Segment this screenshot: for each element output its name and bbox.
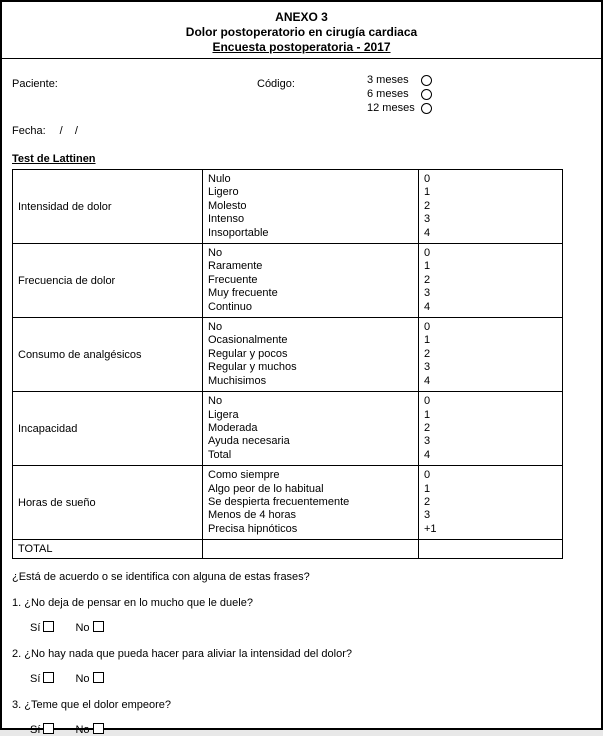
radio-button[interactable]	[421, 89, 432, 100]
option-label: Molesto	[208, 199, 247, 212]
row-category: Consumo de analgésicos	[13, 318, 203, 392]
no-answer	[75, 673, 103, 685]
form-subtitle: Dolor postoperatorio en cirugía cardiaca	[185, 25, 418, 39]
row-category: Intensidad de dolor	[13, 170, 203, 244]
score-value: 1	[424, 482, 431, 495]
table-row	[13, 392, 563, 466]
total-row	[13, 540, 563, 559]
header-divider	[2, 58, 601, 59]
total-label: TOTAL	[13, 540, 203, 559]
lattinen-table	[12, 169, 563, 559]
row-options	[203, 170, 419, 244]
option-label: Total	[208, 448, 232, 461]
meta-section	[2, 73, 601, 119]
question-list	[2, 597, 601, 736]
date-value: / /	[59, 125, 78, 137]
patient-label: Paciente:	[12, 78, 58, 90]
option-label: Ayuda necesaria	[208, 435, 290, 448]
question-block	[2, 699, 601, 736]
option-label: No	[208, 321, 223, 334]
yes-label: Sí	[30, 724, 41, 736]
form-header	[2, 2, 601, 55]
radio-option-label: 6 meses	[367, 88, 409, 100]
form-subtitle2: Encuesta postoperatoria - 2017	[212, 40, 391, 54]
option-label: Ligera	[208, 408, 239, 421]
total-score-cell	[419, 540, 563, 559]
score-value: 2	[424, 495, 431, 508]
score-value: 1	[424, 408, 431, 421]
test-title: Test de Lattinen	[12, 153, 96, 165]
score-value: 1	[424, 334, 431, 347]
row-options	[203, 318, 419, 392]
option-label: Continuo	[208, 300, 253, 313]
yes-checkbox[interactable]	[43, 621, 54, 632]
score-value: 4	[424, 374, 431, 387]
radio-button[interactable]	[421, 75, 432, 86]
option-label: Como siempre	[208, 469, 280, 482]
option-label: Nulo	[208, 173, 231, 185]
option-label: Insoportable	[208, 226, 269, 239]
option-label: Ocasionalmente	[208, 334, 288, 347]
question-answers	[2, 723, 601, 736]
question-block	[2, 648, 601, 685]
option-label: Raramente	[208, 260, 263, 273]
score-value: 0	[424, 247, 431, 260]
score-value: 2	[424, 421, 431, 434]
score-value: 0	[424, 469, 431, 482]
followup-radio-option	[367, 87, 432, 101]
row-scores	[419, 244, 563, 318]
option-label: Muy frecuente	[208, 287, 278, 300]
option-label: Regular y pocos	[208, 347, 288, 360]
date-label: Fecha:	[12, 125, 46, 137]
score-value: 4	[424, 448, 431, 461]
row-category: Incapacidad	[13, 392, 203, 466]
yes-label: Sí	[30, 673, 41, 686]
score-value: 3	[424, 361, 431, 374]
radio-option-label: 12 meses	[367, 102, 415, 114]
row-scores	[419, 170, 563, 244]
yes-answer	[30, 724, 54, 736]
no-label: No	[75, 622, 90, 635]
score-value: 1	[424, 260, 431, 273]
form-title: ANEXO 3	[275, 10, 328, 24]
row-options	[203, 466, 419, 540]
table-row	[13, 170, 563, 244]
yes-checkbox[interactable]	[43, 672, 54, 683]
option-label: Frecuente	[208, 273, 258, 286]
option-label: Moderada	[208, 421, 258, 434]
yes-answer	[30, 622, 54, 634]
question-text: 1. ¿No deja de pensar en lo mucho que le duele?	[12, 597, 253, 610]
followup-radio-option	[367, 101, 432, 115]
row-scores	[419, 318, 563, 392]
score-value: 4	[424, 300, 431, 313]
table-row	[13, 466, 563, 540]
option-label: Se despierta frecuentemente	[208, 495, 350, 508]
option-label: Intenso	[208, 213, 245, 226]
score-value: 3	[424, 287, 431, 300]
radio-button[interactable]	[421, 103, 432, 114]
question-answers	[2, 621, 601, 634]
no-checkbox[interactable]	[93, 723, 104, 734]
followup-radio-option	[367, 73, 432, 87]
option-label: Algo peor de lo habitual	[208, 482, 324, 495]
option-label: No	[208, 247, 223, 260]
option-label: Regular y muchos	[208, 361, 297, 374]
option-label: Menos de 4 horas	[208, 509, 297, 522]
no-label: No	[75, 673, 90, 686]
option-label: Precisa hipnóticos	[208, 522, 298, 535]
no-label: No	[75, 724, 90, 736]
score-value: 2	[424, 273, 431, 286]
question-text: 3. ¿Teme que el dolor empeore?	[12, 699, 171, 712]
row-options	[203, 392, 419, 466]
table-row	[13, 244, 563, 318]
question-answers	[2, 672, 601, 685]
date-row	[2, 125, 601, 137]
score-value: 3	[424, 213, 431, 226]
row-scores	[419, 392, 563, 466]
radio-option-label: 3 meses	[367, 74, 409, 86]
score-value: 0	[424, 395, 431, 408]
followup-radio-group	[367, 73, 432, 115]
score-value: 0	[424, 173, 431, 185]
row-scores	[419, 466, 563, 540]
row-options	[203, 244, 419, 318]
no-answer	[75, 724, 103, 736]
score-value: +1	[424, 522, 437, 535]
no-checkbox[interactable]	[93, 621, 104, 632]
score-value: 0	[424, 321, 431, 334]
score-value: 1	[424, 186, 431, 199]
option-label: No	[208, 395, 223, 408]
score-value: 2	[424, 347, 431, 360]
score-value: 3	[424, 509, 431, 522]
no-answer	[75, 622, 103, 634]
yes-answer	[30, 673, 54, 685]
score-value: 4	[424, 226, 431, 239]
questions-intro: ¿Está de acuerdo o se identifica con alguna de estas frases?	[12, 571, 310, 584]
total-empty-cell	[203, 540, 419, 559]
row-category: Horas de sueño	[13, 466, 203, 540]
no-checkbox[interactable]	[93, 672, 104, 683]
row-category: Frecuencia de dolor	[13, 244, 203, 318]
yes-checkbox[interactable]	[43, 723, 54, 734]
question-text: 2. ¿No hay nada que pueda hacer para aliviar la intensidad del dolor?	[12, 648, 353, 661]
yes-label: Sí	[30, 622, 41, 635]
score-value: 3	[424, 435, 431, 448]
code-label: Código:	[257, 78, 295, 90]
score-value: 2	[424, 199, 431, 212]
table-row	[13, 318, 563, 392]
question-block	[2, 597, 601, 634]
option-label: Ligero	[208, 186, 239, 199]
option-label: Muchisimos	[208, 374, 267, 387]
